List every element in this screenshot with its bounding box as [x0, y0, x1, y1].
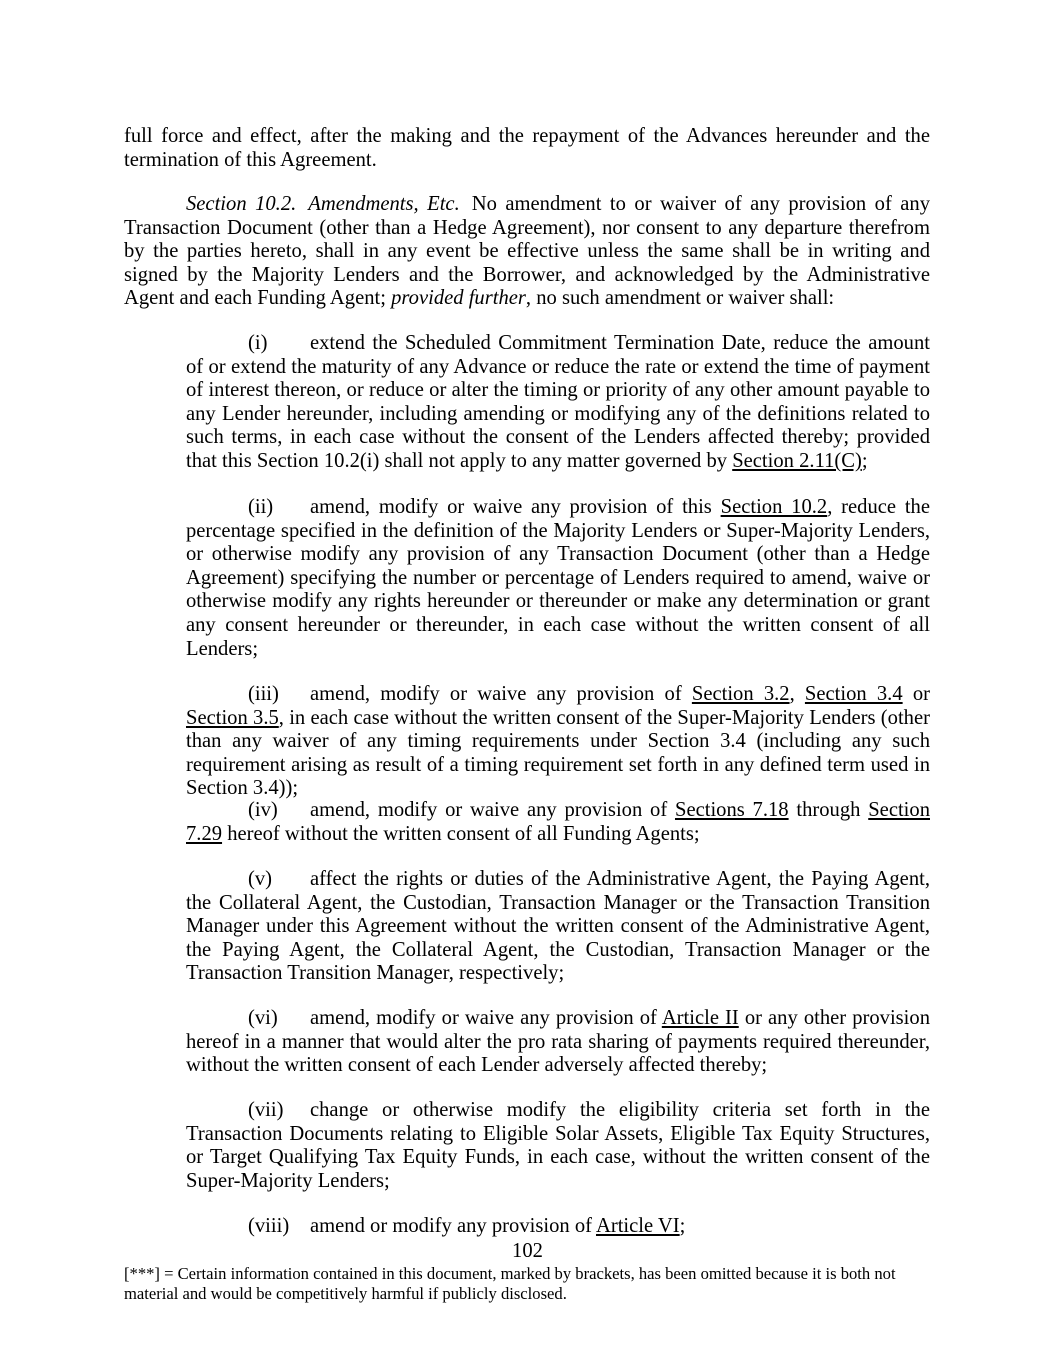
cross-reference: Section 3.4: [804, 683, 903, 705]
item-text: amend, modify or waive any provision of: [310, 799, 675, 821]
item-text: , reduce the percentage specified in the definition of the Majority Lenders or Super-Majority Lenders, or otherwise modify any provision of any Transaction Document (other than a Hedge Agreement) specifying the number or percentage of Lenders required to amend, waive or otherwise modify any rights hereunder or thereunder or make any determination or grant any consent hereunder or thereunder, in each case without the written consent of all Lenders;: [186, 496, 930, 660]
section-emphasis: provided further: [391, 287, 526, 310]
item-number: (v): [248, 868, 273, 890]
cross-reference: Section 3.2: [691, 683, 790, 705]
section-text: No amendment to or waiver of any provision of any Transaction Document (other than a Hedge Agreement), nor consent to any departure therefrom by the parties hereto, shall in any event be effective unless the same shall be in writing and signed by the Majority Lenders and the Borrower, and acknowledged by the Administrative Agent and each Funding Agent;: [124, 193, 931, 310]
item-text: amend, modify or waive any provision of this: [310, 496, 721, 518]
item-text: or: [902, 683, 930, 705]
list-item-vi: [186, 1007, 930, 1078]
item-text: amend, modify or waive any provision of: [310, 1007, 662, 1029]
item-text: amend, modify or waive any provision of: [310, 683, 692, 705]
cross-reference: Section 10.2: [720, 496, 828, 518]
item-number: (viii): [248, 1215, 290, 1237]
cross-reference: Article II: [661, 1007, 739, 1029]
item-number: (i): [248, 332, 268, 354]
item-text: ;: [861, 449, 868, 472]
list-item-vii: [186, 1099, 930, 1193]
item-text: hereof without the written consent of all Funding Agents;: [222, 822, 700, 845]
item-number: (ii): [248, 496, 274, 518]
intro-paragraph: [124, 125, 930, 172]
confidentiality-footnote: [***] = Certain information contained in this document, marked by brackets, has been omitted because it is both not material and would be competitively harmful if publicly disclosed.: [124, 1264, 896, 1303]
item-text: ;: [679, 1215, 686, 1237]
cross-reference: Section 7.29: [186, 799, 930, 845]
item-text: affect the rights or duties of the Administrative Agent, the Paying Agent, the Collateral Agent, the Custodian, Transaction Manager or the Transaction Transition Manager under this Agreement without the written consent of the Administrative Agent, the Paying Agent, the Collateral Agent, the Custodian, Transaction Manager or the Transaction Transition Manager, respectively;: [186, 868, 930, 985]
item-number: (vii): [248, 1099, 284, 1121]
item-text: or any other provision hereof in a manner that would alter the pro rata sharing of payments required thereunder, without the written consent of each Lender adversely affected thereby;: [186, 1007, 930, 1077]
item-number: (vi): [248, 1007, 278, 1029]
item-number: (iii): [248, 683, 279, 705]
section-10-2-paragraph: [124, 193, 930, 311]
list-item-iv: [186, 799, 930, 846]
list-item-ii: [186, 496, 930, 661]
item-text: extend the Scheduled Commitment Termination Date, reduce the amount of or extend the maturity of any Advance or reduce the rate or extend the time of payment of interest thereon, or reduce or alter the timing or priority of any other amount payable to any Lender hereunder, including amending or modifying any of the definitions related to such terms, in each case without the consent of the Lenders affected thereby; provided that this Section 10.2(i) shall not apply to any matter governed by: [186, 332, 930, 472]
intro-text: full force and effect, after the making and the repayment of the Advances hereunder and the termination of this Agreement.: [124, 125, 930, 171]
cross-reference: Section 2.11(C): [732, 449, 862, 472]
cross-reference: Section 3.5: [186, 706, 279, 729]
list-item-v: [186, 868, 930, 986]
item-text: through: [788, 799, 869, 821]
page-number: 102: [512, 1240, 543, 1262]
section-heading-title: Amendments, Etc.: [308, 193, 460, 215]
cross-reference: Article VI: [595, 1215, 680, 1237]
section-text-end: , no such amendment or waiver shall:: [525, 287, 835, 310]
list-item-viii: [186, 1215, 930, 1239]
list-item-i: [186, 332, 930, 474]
section-heading-number: Section 10.2.: [186, 193, 297, 215]
item-text: amend or modify any provision of: [310, 1215, 596, 1237]
item-text: change or otherwise modify the eligibility criteria set forth in the Transaction Documents relating to Eligible Solar Assets, Eligible Tax Equity Structures, or Target Qualifying Tax Equity Funds, in each case, without the written consent of the Super-Majority Lenders;: [186, 1099, 930, 1192]
item-text: ,: [789, 683, 805, 705]
cross-reference: Sections 7.18: [674, 799, 789, 821]
item-number: (iv): [248, 799, 278, 821]
list-item-iii: [186, 683, 930, 801]
item-text: , in each case without the written consent of the Super-Majority Lenders (other than any waiver of any timing requirements under Section 3.4 (including any such requirement arising as result of a timing requirement set forth in any defined term used in Section 3.4));: [186, 706, 930, 800]
